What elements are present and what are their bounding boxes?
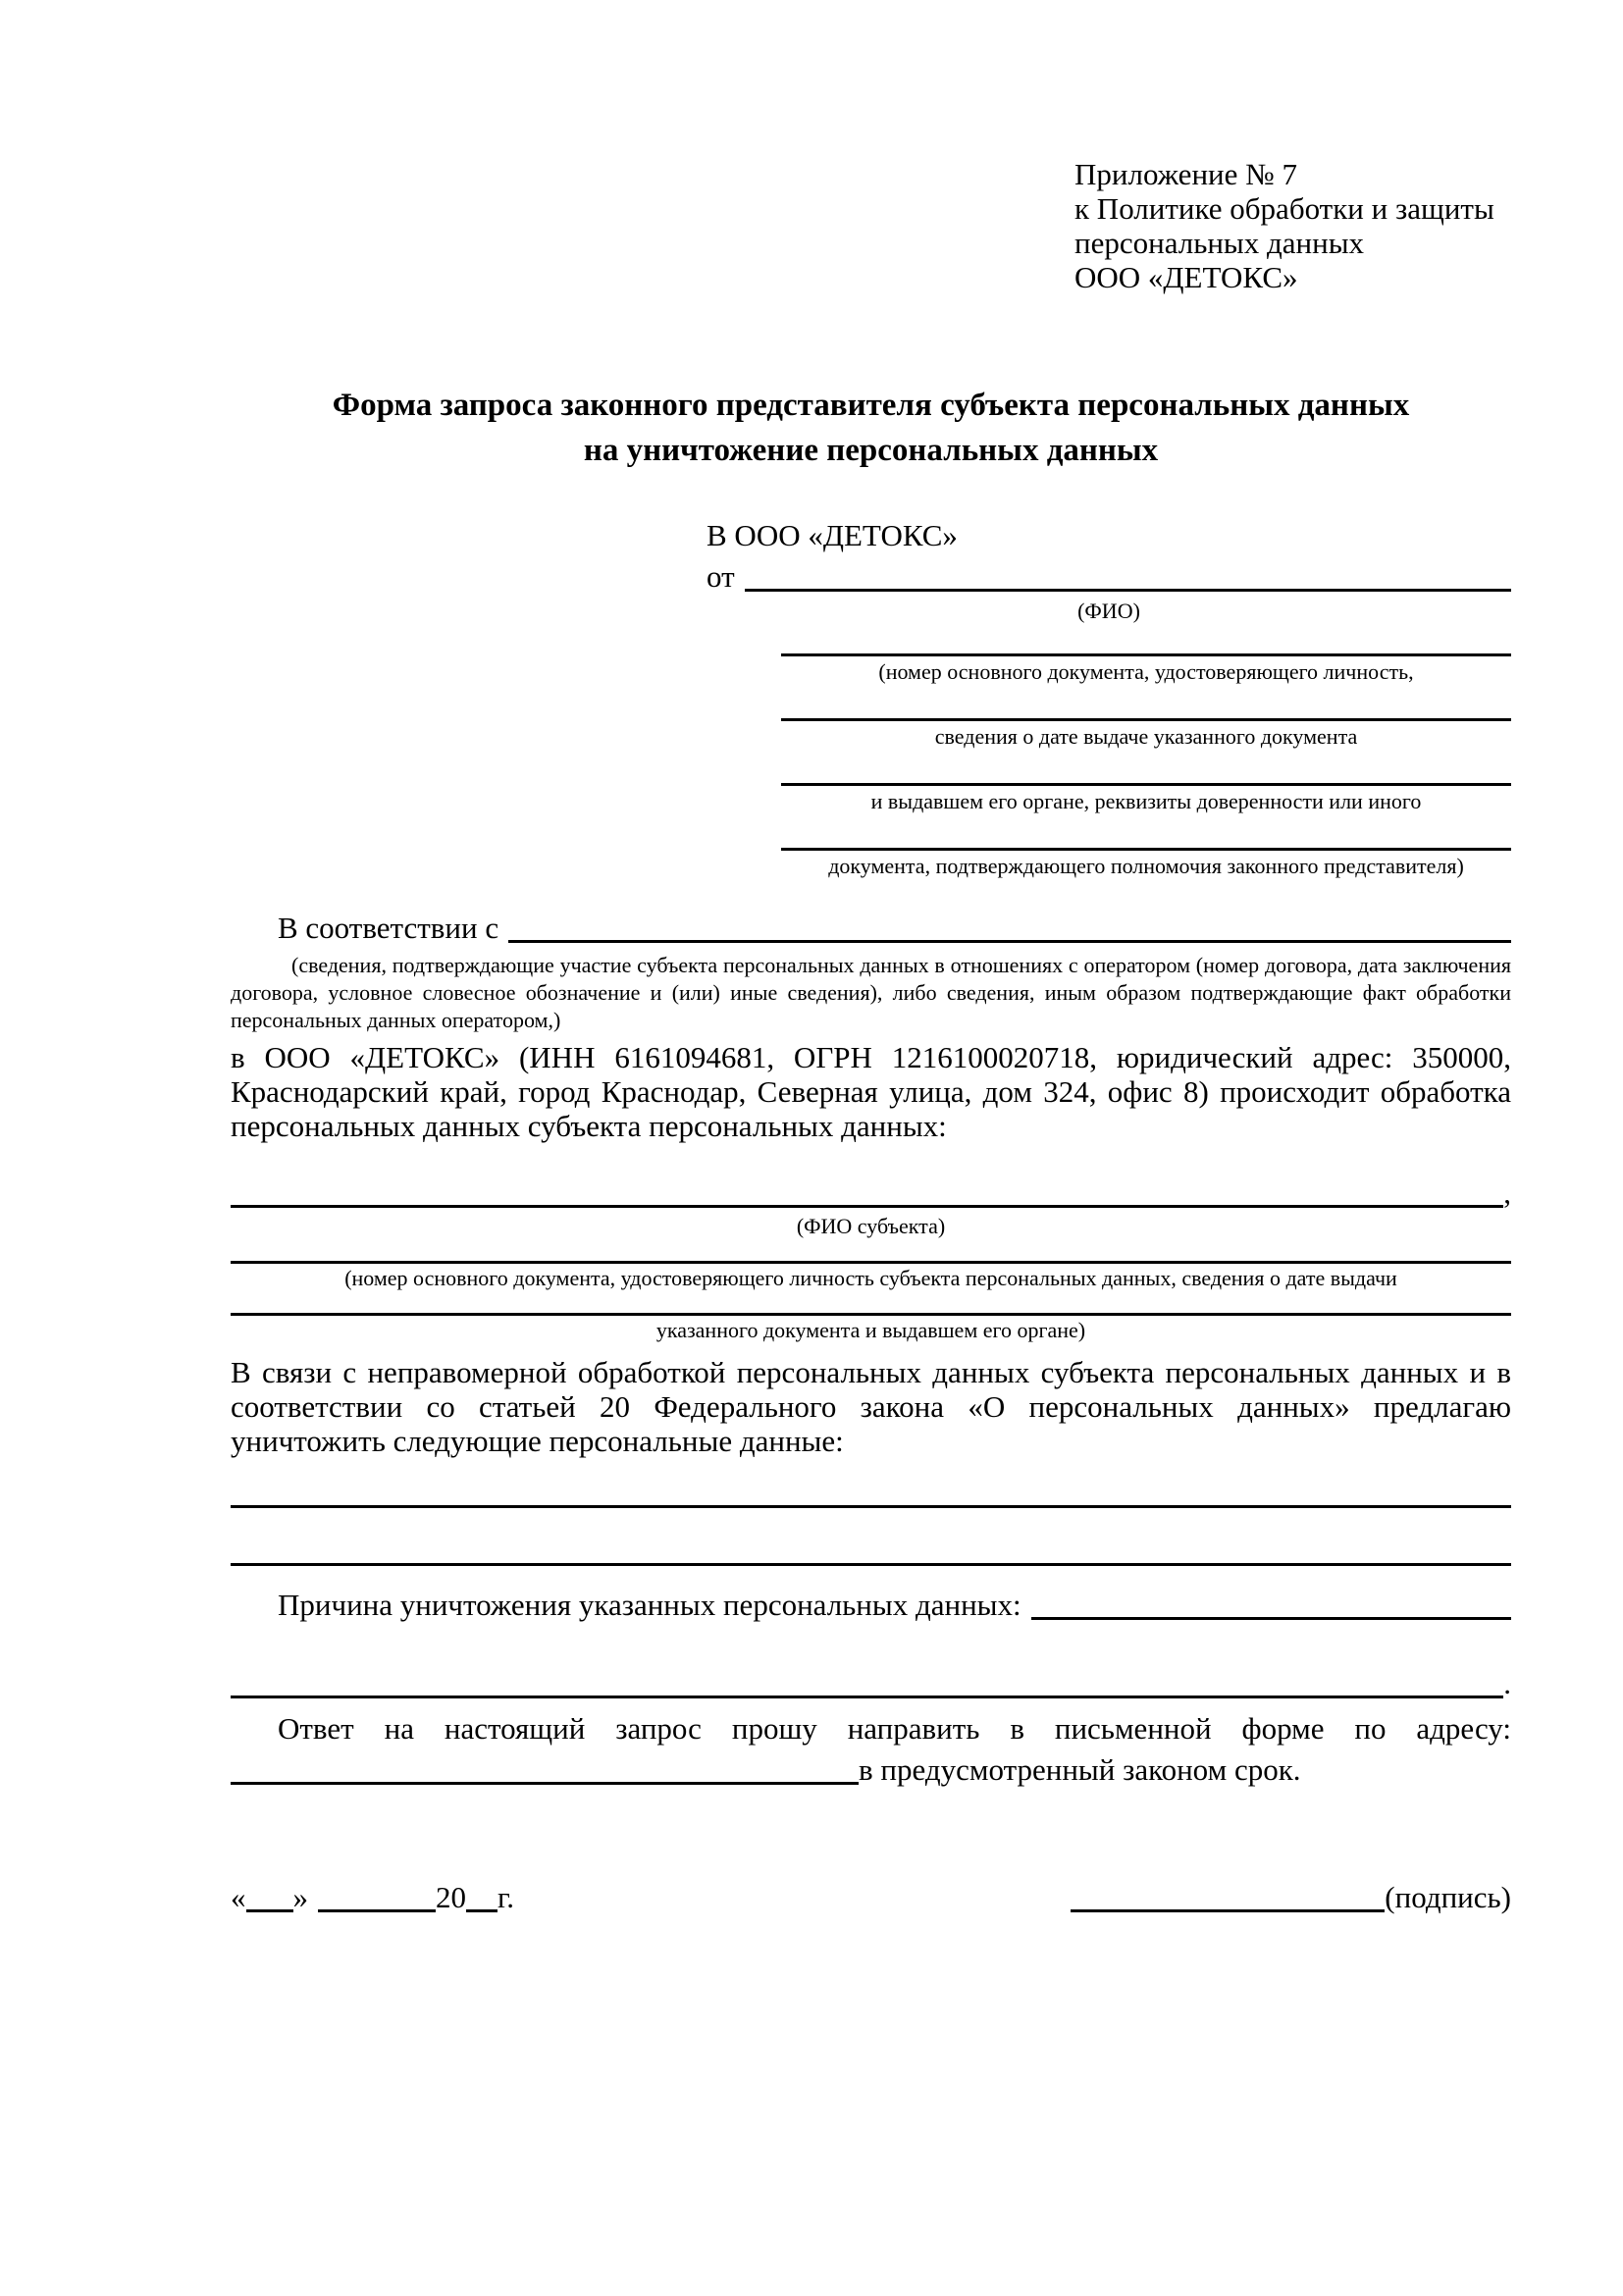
field-caption: сведения о дате выдаче указанного документа (934, 724, 1358, 749)
field-caption: и выдавшем его органе, реквизиты доверенности или иного (870, 789, 1422, 813)
subject-fio-caption: (ФИО субъекта) (796, 1214, 946, 1238)
from-label: от (707, 559, 735, 594)
signature-blank-line (1071, 1909, 1385, 1912)
date-year-prefix: 20 (436, 1880, 466, 1914)
reason-period: . (1503, 1666, 1511, 1700)
representative-doc-field (781, 848, 1511, 879)
field-caption: (номер основного документа, удостоверяющего личность, (878, 659, 1414, 684)
data-blank-line (231, 1505, 1511, 1508)
accordance-blank-line (508, 940, 1511, 943)
date-close-quote: » (292, 1880, 308, 1914)
subject-comma: , (1503, 1175, 1511, 1210)
subject-fio-row (231, 1174, 1511, 1212)
appendix-block (1074, 0, 1511, 294)
appendix-line: к Политике обработки и защиты (1074, 191, 1494, 226)
appendix-line: ООО «ДЕТОКС» (1074, 260, 1298, 294)
signature-group (1071, 1878, 1511, 1917)
appendix-line: персональных данных (1074, 226, 1365, 260)
form-title-line-2: на уничтожение персональных данных (583, 433, 1159, 468)
reply-paragraph: Ответ на настоящий запрос прошу направить в письменной форме по адресу: (278, 1711, 1511, 1746)
data-blank-line (231, 1563, 1511, 1566)
date-day-blank (246, 1909, 293, 1912)
fio-caption: (ФИО) (1077, 599, 1140, 623)
appendix-line: Приложение № 7 (1074, 157, 1297, 191)
field-caption: документа, подтверждающего полномочия законного представителя) (828, 854, 1464, 878)
date-group (231, 1878, 514, 1917)
form-title-line-1: Форма запроса законного представителя субъекта персональных данных (332, 388, 1410, 423)
subject-fio-blank-line (231, 1205, 1503, 1208)
from-row (707, 557, 1511, 597)
accordance-note: (сведения, подтверждающие участие субъекта персональных данных в отношениях с оператором (номер договора, дата заключения договора, условное словесное обозначение и (или) иные сведения), либо сведения, иным образом подтверждающие факт обработки персональных данных оператором,) (231, 953, 1511, 1032)
representative-doc-field (781, 783, 1511, 814)
addressee-company: В ООО «ДЕТОКС» (707, 518, 958, 552)
footer-row (231, 1878, 1511, 1917)
accordance-lead: В соответствии с (278, 911, 499, 945)
reason-lead: Причина уничтожения указанных персональных данных: (278, 1588, 1021, 1622)
reply-address-blank-line (231, 1782, 859, 1785)
reason-continuation-row (231, 1664, 1511, 1703)
reason-blank-line (231, 1696, 1503, 1698)
date-year-suffix: г. (497, 1880, 514, 1914)
reply-address-row (231, 1750, 1511, 1790)
signature-caption: (подпись) (1385, 1880, 1511, 1914)
subject-doc-caption: указанного документа и выдавшем его органе) (655, 1318, 1086, 1342)
unlawful-processing-paragraph: В связи с неправомерной обработкой персональных данных субъекта персональных данных и в соответствии со статьей 20 Федерального закона «О персональных данных» предлагаю уничтожить следующие персональные данные: (231, 1355, 1511, 1458)
form-title (231, 383, 1511, 473)
from-blank-line (745, 589, 1511, 592)
reply-tail: в предусмотренный законом срок. (859, 1752, 1301, 1787)
operator-paragraph: в ООО «ДЕТОКС» (ИНН 6161094681, ОГРН 1216100020718, юридический адрес: 350000, Краснодарский край, город Краснодар, Северная улица, дом 324, офис 8) происходит обработка персональных данных субъекта персональных данных: (231, 1040, 1511, 1143)
reason-row (231, 1586, 1511, 1625)
date-open-quote: « (231, 1880, 246, 1914)
representative-doc-field (781, 653, 1511, 685)
representative-doc-field (781, 718, 1511, 750)
addressee-block (707, 516, 1511, 879)
accordance-row (231, 909, 1511, 948)
date-month-blank (318, 1909, 436, 1912)
subject-doc-caption: (номер основного документа, удостоверяющего личность субъекта персональных данных, сведения о дате выдачи (344, 1266, 1397, 1290)
date-year-blank (466, 1909, 497, 1912)
reason-blank-line (1031, 1617, 1511, 1620)
